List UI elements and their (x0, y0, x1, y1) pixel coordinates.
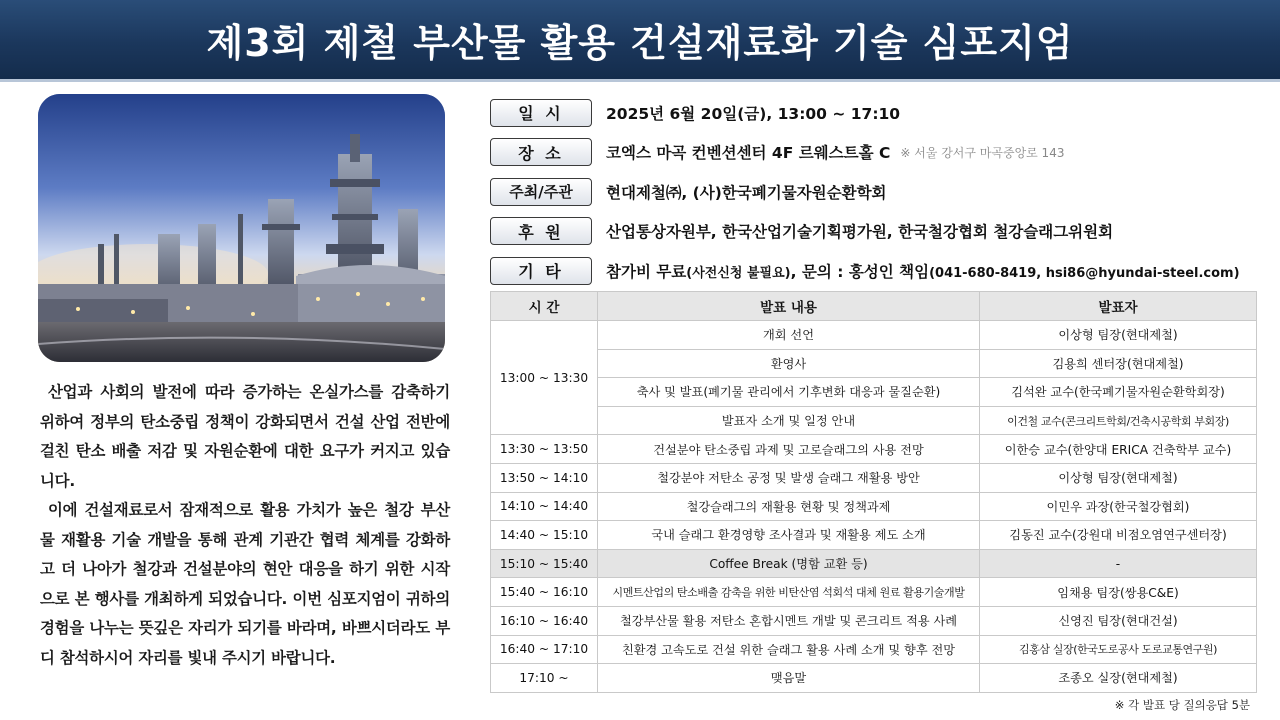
page-title: 제3회 제철 부산물 활용 건설재료화 기술 심포지엄 (206, 21, 1074, 65)
venue-label: 장 소 (490, 138, 592, 166)
speaker-cell: 김용희 센터장(현대제철) (980, 349, 1257, 378)
time-cell: 14:40 ~ 15:10 (491, 521, 598, 550)
topic-cell: Coffee Break (명함 교환 등) (598, 549, 980, 578)
info-row-sponsor (490, 212, 1270, 252)
table-row (491, 578, 1257, 607)
date-value: 2025년 6월 20일(금), 13:00 ~ 17:10 (606, 104, 901, 123)
topic-cell: 친환경 고속도로 건설 위한 슬래그 활용 사례 소개 및 향후 전망 (598, 635, 980, 664)
time-cell: 17:10 ~ (491, 664, 598, 693)
time-cell: 13:00 ~ 13:30 (491, 321, 598, 435)
schedule-table (490, 291, 1257, 693)
table-row (491, 606, 1257, 635)
intro-paragraph-2: 이에 건설재료로서 잠재적으로 활용 가치가 높은 철강 부산물 재활용 기술 개발을 통해 관계 기관간 협력 체계를 강화하고 더 나아가 철강과 건설분야의 현안 대응을 하기 위한 시작으로 본 행사를 개최하게 되었습니다. 이번 심포지엄이 귀하의 경험을 나누는 뜻깊은 자리가 되기를 바라며, 바쁘시더라도 부디 참석하시어 자리를 빛내 주시기 바랍니다. (40, 501, 450, 667)
steel-mill-photo (38, 94, 445, 362)
etc-fee-note: (사전신청 불필요) (686, 265, 791, 281)
topic-cell: 국내 슬래그 환경영향 조사결과 및 재활용 제도 소개 (598, 521, 980, 550)
table-row (491, 635, 1257, 664)
topic-cell: 건설분야 탄소중립 과제 및 고로슬래그의 사용 전망 (598, 435, 980, 464)
time-cell: 13:30 ~ 13:50 (491, 435, 598, 464)
table-row-break (491, 549, 1257, 578)
info-row-host (490, 172, 1270, 212)
time-cell: 15:40 ~ 16:10 (491, 578, 598, 607)
venue-note: ※ 서울 강서구 마곡중앙로 143 (900, 145, 1065, 160)
time-cell: 13:50 ~ 14:10 (491, 463, 598, 492)
steel-mill-illustration (38, 94, 445, 362)
speaker-cell: 이민우 과장(한국철강협회) (980, 492, 1257, 521)
table-row (491, 321, 1257, 350)
speaker-cell: 이건철 교수(콘크리트학회/건축시공학회 부회장) (980, 406, 1257, 435)
speaker-cell: 조종오 실장(현대제철) (980, 664, 1257, 693)
title-banner (0, 0, 1280, 82)
topic-cell: 시멘트산업의 탄소배출 감축을 위한 비탄산염 석회석 대체 원료 활용기술개발 (598, 578, 980, 607)
time-cell: 15:10 ~ 15:40 (491, 549, 598, 578)
etc-label: 기 타 (490, 257, 592, 285)
host-label: 주최/주관 (490, 178, 592, 206)
topic-cell: 환영사 (598, 349, 980, 378)
table-row (491, 492, 1257, 521)
etc-value (606, 260, 1240, 282)
speaker-cell: 이상형 팀장(현대제철) (980, 321, 1257, 350)
speaker-cell: 이상형 팀장(현대제철) (980, 463, 1257, 492)
topic-cell: 철강슬래그의 재활용 현황 및 정책과제 (598, 492, 980, 521)
time-cell: 14:10 ~ 14:40 (491, 492, 598, 521)
intro-paragraph-1: 산업과 사회의 발전에 따라 증가하는 온실가스를 감축하기 위하여 정부의 탄소중립 정책이 강화되면서 건설 산업 전반에 걸친 탄소 배출 저감 및 자원순환에 대한 요구가 커지고 있습니다. (40, 383, 450, 490)
date-label: 일 시 (490, 99, 592, 127)
host-value: 현대제철㈜, (사)한국폐기물자원순환학회 (606, 183, 887, 202)
table-row (491, 349, 1257, 378)
table-row (491, 378, 1257, 407)
time-cell: 16:10 ~ 16:40 (491, 606, 598, 635)
topic-cell: 발표자 소개 및 일정 안내 (598, 406, 980, 435)
header-speaker: 발표자 (980, 292, 1257, 321)
topic-cell: 개회 선언 (598, 321, 980, 350)
speaker-cell: 김동진 교수(강원대 비점오염연구센터장) (980, 521, 1257, 550)
intro-text (40, 378, 450, 673)
table-header-row (491, 292, 1257, 321)
header-topic: 발표 내용 (598, 292, 980, 321)
etc-contact: , 문의 : 홍성인 책임 (790, 262, 930, 281)
sponsor-label: 후 원 (490, 217, 592, 245)
topic-cell: 맺음말 (598, 664, 980, 693)
speaker-cell: 임채용 팀장(쌍용C&E) (980, 578, 1257, 607)
table-row (491, 435, 1257, 464)
table-row (491, 664, 1257, 693)
speaker-cell: 김홍삼 실장(한국도로공사 도로교통연구원) (980, 635, 1257, 664)
venue-value: 코엑스 마곡 컨벤션센터 4F 르웨스트홀 C (606, 144, 891, 163)
event-info (490, 93, 1270, 291)
info-row-etc (490, 251, 1270, 291)
topic-cell: 축사 및 발표(폐기물 관리에서 기후변화 대응과 물질순환) (598, 378, 980, 407)
table-row (491, 463, 1257, 492)
topic-cell: 철강분야 저탄소 공정 및 발생 슬래그 재활용 방안 (598, 463, 980, 492)
info-row-venue (490, 133, 1270, 173)
etc-fee: 참가비 무료 (606, 262, 687, 281)
qa-footnote: ※ 각 발표 당 질의응답 5분 (1114, 698, 1250, 712)
time-cell: 16:40 ~ 17:10 (491, 635, 598, 664)
header-time: 시 간 (491, 292, 598, 321)
speaker-cell: 이한승 교수(한양대 ERICA 건축학부 교수) (980, 435, 1257, 464)
topic-cell: 철강부산물 활용 저탄소 혼합시멘트 개발 및 콘크리트 적용 사례 (598, 606, 980, 635)
etc-contact-detail: (041-680-8419, hsi86@hyundai-steel.com) (929, 265, 1240, 281)
sponsor-value: 산업통상자원부, 한국산업기술기획평가원, 한국철강협회 철강슬래그위원회 (606, 223, 1114, 242)
info-row-date (490, 93, 1270, 133)
speaker-cell: 신영진 팀장(현대건설) (980, 606, 1257, 635)
table-row (491, 406, 1257, 435)
speaker-cell: 김석완 교수(한국폐기물자원순환학회장) (980, 378, 1257, 407)
speaker-cell: - (980, 549, 1257, 578)
table-row (491, 521, 1257, 550)
